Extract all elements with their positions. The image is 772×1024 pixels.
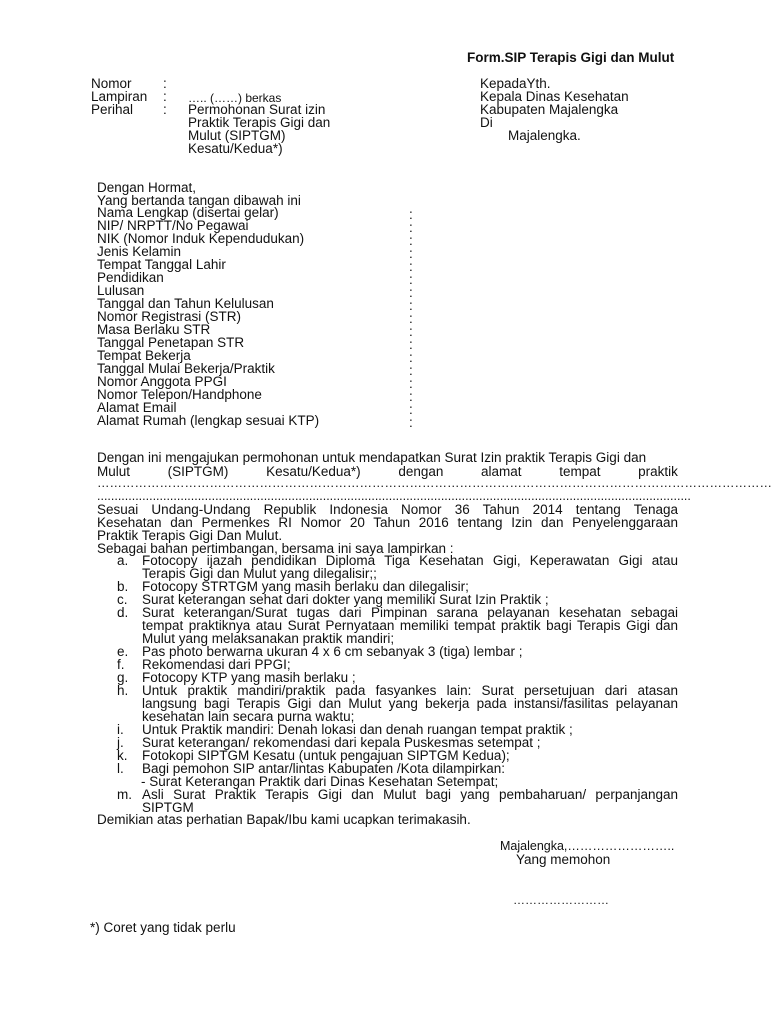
attachment-letter: l. — [117, 761, 124, 776]
attachment-item — [117, 788, 678, 814]
attachment-item — [117, 554, 678, 580]
field-colon: : — [409, 298, 413, 313]
attachment-letter: m. — [117, 787, 132, 802]
perihal-colon: : — [163, 102, 167, 117]
attachment-text: Fotocopy ijazah pendidikan Diploma Tiga Kesehatan Gigi, Keperawatan Gigi atau — [142, 553, 678, 568]
request-word: alamat — [481, 464, 522, 479]
signature-name-line: …………………… — [513, 893, 609, 907]
field-colon: : — [409, 363, 413, 378]
letter-header-left — [91, 77, 371, 157]
request-word: praktik — [638, 464, 678, 479]
perihal-line: Praktik Terapis Gigi dan — [188, 115, 331, 130]
attachment-item — [117, 606, 678, 645]
applicant-fields — [97, 206, 427, 431]
attachment-letter: g. — [117, 670, 129, 685]
recipient-line: Kepala Dinas Kesehatan — [480, 89, 629, 104]
attachment-text: Terapis Gigi dan Mulut yang dilegalisir;; — [142, 566, 377, 581]
request-word: dengan — [398, 464, 444, 479]
request-line: Dengan ini mengajukan permohonan untuk mendapatkan Surat Izin praktik Terapis Gigi dan — [97, 450, 647, 465]
field-label: Alamat Email — [97, 400, 177, 415]
attachment-letter: a. — [117, 553, 129, 568]
attachment-letter: e. — [117, 644, 129, 659]
attachment-letter: c. — [117, 592, 128, 607]
field-colon: : — [409, 415, 413, 430]
form-title: Form.SIP Terapis Gigi dan Mulut — [467, 50, 675, 65]
attachment-text: Rekomendasi dari PPGI; — [142, 657, 291, 672]
field-colon: : — [409, 376, 413, 391]
address-dotted-line: ........................................................................................................................................................................... — [97, 489, 691, 503]
field-colon: : — [409, 220, 413, 235]
field-label: Tempat Bekerja — [97, 348, 191, 363]
field-label: Tempat Tanggal Lahir — [97, 257, 226, 272]
footnote: *) Coret yang tidak perlu — [90, 920, 236, 935]
field-colon: : — [409, 311, 413, 326]
field-label: Tanggal Mulai Bekerja/Praktik — [97, 361, 275, 376]
attachment-letter: d. — [117, 605, 129, 620]
address-dotted-line: ……………………………………………………………………………………………………………………………………………… — [97, 476, 772, 490]
recipient-address — [480, 77, 720, 147]
field-colon: : — [409, 337, 413, 352]
field-label: Pendidikan — [97, 270, 164, 285]
intro-text: Yang bertanda tangan dibawah ini — [97, 193, 301, 208]
field-label: Nama Lengkap (disertai gelar) — [97, 205, 279, 220]
signature-place-date: Majalengka,…………………….. — [500, 839, 675, 853]
nomor-label: Nomor — [91, 76, 132, 91]
attachment-text: Fotocopy STRTGM yang masih berlaku dan dilegalisir; — [142, 579, 469, 594]
perihal-line: Mulut (SIPTGM) — [188, 128, 286, 143]
attachment-letter: h. — [117, 683, 129, 698]
request-word: (SIPTGM) — [167, 464, 229, 479]
attachment-letter: k. — [117, 748, 128, 763]
recipient-line: KepadaYth. — [480, 76, 551, 91]
attachments-intro: Sebagai bahan pertimbangan, bersama ini saya lampirkan : — [97, 541, 454, 556]
field-colon: : — [409, 259, 413, 274]
recipient-line: Kabupaten Majalengka — [480, 102, 619, 117]
lampiran-value: ….. (……) berkas — [188, 91, 282, 105]
attachment-letter: b. — [117, 579, 129, 594]
perihal-label: Perihal — [91, 102, 134, 117]
attachment-text: Pas photo berwarna ukuran 4 x 6 cm sebanyak 3 (tiga) lembar ; — [142, 644, 523, 659]
field-label: Tanggal dan Tahun Kelulusan — [97, 296, 274, 311]
attachment-text: Fotocopy KTP yang masih berlaku ; — [142, 670, 356, 685]
greeting: Dengan Hormat, — [97, 180, 197, 195]
field-label: Lulusan — [97, 283, 145, 298]
field-label: Nomor Telepon/Handphone — [97, 387, 262, 402]
law-line: Kesehatan dan Permenkes RI Nomor 20 Tahun 2016 tentang Izin dan Penyelenggaraan — [97, 515, 678, 530]
attachment-text: Untuk Praktik mandiri: Denah lokasi dan denah ruangan tempat praktik ; — [142, 722, 573, 737]
signature-label: Yang memohon — [516, 852, 611, 867]
attachment-text: Surat keterangan/Surat tugas dari Pimpinan sarana pelayanan kesehatan sebagai — [142, 605, 678, 620]
closing-text: Demikian atas perhatian Bapak/Ibu kami ucapkan terimakasih. — [97, 812, 471, 827]
attachment-item — [117, 684, 678, 723]
request-word: Kesatu/Kedua*) — [266, 464, 361, 479]
field-label: NIK (Nomor Induk Kependudukan) — [97, 231, 305, 246]
attachment-letter: j. — [117, 735, 124, 750]
attachment-text: kesehatan lain secara purna waktu; — [142, 709, 355, 724]
perihal-line: Kesatu/Kedua*) — [188, 141, 283, 156]
attachment-text: Surat keterangan/ rekomendasi dari kepala Puskesmas setempat ; — [142, 735, 541, 750]
recipient-line: Di — [480, 115, 493, 130]
field-label: Masa Berlaku STR — [97, 322, 211, 337]
field-colon: : — [409, 285, 413, 300]
field-label: Alamat Rumah (lengkap sesuai KTP) — [97, 413, 320, 428]
field-colon: : — [409, 233, 413, 248]
field-colon: : — [409, 272, 413, 287]
attachment-letter: f. — [117, 657, 125, 672]
field-label: Nomor Anggota PPGI — [97, 374, 227, 389]
request-word: tempat — [559, 464, 601, 479]
nomor-colon: : — [163, 76, 167, 91]
recipient-city: Majalengka. — [508, 128, 581, 143]
attachment-text: Mulut yang melaksanakan praktik mandiri; — [142, 631, 395, 646]
field-colon: : — [409, 389, 413, 404]
attachment-text: Untuk praktik mandiri/praktik pada fasyankes lain: Surat persetujuan dari atasan — [142, 683, 678, 698]
attachment-text: Asli Surat Praktik Terapis Gigi dan Mulut bagi yang pembaharuan/ perpanjangan — [142, 787, 678, 802]
field-colon: : — [409, 402, 413, 417]
law-line: Sesuai Undang-Undang Republik Indonesia Nomor 36 Tahun 2014 tentang Tenaga — [97, 502, 678, 517]
attachment-text: SIPTGM — [142, 800, 194, 815]
attachment-text: - Surat Keterangan Praktik dari Dinas Kesehatan Setempat; — [141, 774, 499, 789]
perihal-line: Permohonan Surat izin — [188, 102, 326, 117]
field-label: Nomor Registrasi (STR) — [97, 309, 242, 324]
field-colon: : — [409, 324, 413, 339]
law-line: Praktik Terapis Gigi Dan Mulut. — [97, 528, 283, 543]
attachment-text: Surat keterangan sehat dari dokter yang memiliki Surat Izin Praktik ; — [142, 592, 549, 607]
attachment-text: Fotokopi SIPTGM Kesatu (untuk pengajuan SIPTGM Kedua); — [142, 748, 510, 763]
attachment-text: tempat praktiknya atau Surat Pernyataan memiliki tempat praktik bagi Terapis Gigi dan — [142, 618, 678, 633]
attachment-text: langsung bagi Terapis Gigi dan Mulut yang bekerja pada instansi/fasilitas pelayanan — [142, 696, 678, 711]
field-colon: : — [409, 246, 413, 261]
field-colon: : — [409, 207, 413, 222]
field-label: Tanggal Penetapan STR — [97, 335, 245, 350]
lampiran-label: Lampiran — [91, 89, 148, 104]
attachment-letter: i. — [117, 722, 124, 737]
request-word: Mulut — [97, 464, 131, 479]
field-label: Jenis Kelamin — [97, 244, 182, 259]
attachment-text: Bagi pemohon SIP antar/lintas Kabupaten /Kota dilampirkan: — [142, 761, 505, 776]
attachments-list — [117, 554, 678, 814]
lampiran-colon: : — [163, 89, 167, 104]
field-label: NIP/ NRPTT/No Pegawai — [97, 218, 249, 233]
field-colon: : — [409, 350, 413, 365]
